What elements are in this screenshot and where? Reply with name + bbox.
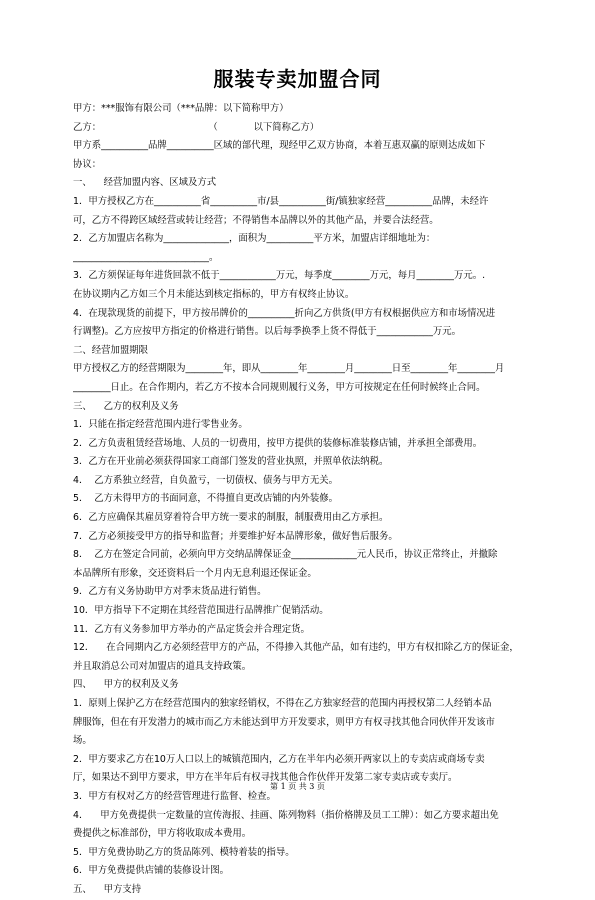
text-line: 5． 乙方未得甲方的书面同意，不得擅自更改店铺的内外装修。 <box>73 493 339 505</box>
text-line: 行调整)。乙方应按甲方指定的价格进行销售。以后每季换季上货不得低于____________万元。 <box>73 326 462 338</box>
text-line: 本品牌所有形象，交还资料后一个月内无息利退还保证金。 <box>73 567 317 579</box>
text-line: 2．乙方加盟店名称为______________，面积为__________平方米，加盟店详细地址为： <box>73 233 436 245</box>
text-line: 厅，如果达不到甲方要求，甲方在半年后有权寻找其他合作伙伴开发第二家专卖店或专卖厅。 <box>73 772 458 784</box>
text-line: 三、 乙方的权利及义务 <box>73 400 179 412</box>
text-line: 费提供之标准部份，甲方将收取成本费用。 <box>73 828 252 840</box>
text-line: 6．乙方应确保其雇员穿着符合甲方统一要求的制服，制服费用由乙方承担。 <box>73 512 389 524</box>
text-line: 甲方授权乙方的经营期限为________年，即从________年________月________日至________年________月 <box>73 363 505 375</box>
text-line: 2．甲方要求乙方在10万人口以上的城镇范围内，乙方在半年内必须开两家以上的专卖店或商场专卖 <box>73 753 485 765</box>
text-line: 2．乙方负责租赁经营场地、人员的一切费用，按甲方提供的装修标准装修店铺，并承担全部费用。 <box>73 437 483 449</box>
text-line: 4．在现款现货的前提下，甲方按吊牌价的__________折向乙方供货(甲方有权根据供应方和市场情况进 <box>73 307 496 319</box>
text-line: 在协议期内乙方如三个月未能达到核定指标的，甲方有权终止协议。 <box>73 288 355 300</box>
text-line: 五、 甲方支持 <box>73 883 142 895</box>
document-title: 服装专卖加盟合同 <box>213 67 382 91</box>
text-line: 乙方： （ 以下简称乙方） <box>73 121 320 133</box>
text-line: 并且取消总公司对加盟店的道具支持政策。 <box>73 660 252 672</box>
text-line: 3．乙方在开业前必须获得国家工商部门签发的营业执照，并照单依法纳税。 <box>73 456 389 468</box>
text-line: 1．只能在指定经营范围内进行零售业务。 <box>73 419 248 431</box>
text-line: 10．甲方指导下不定期在其经营范围进行品牌推广促销活动。 <box>73 605 329 617</box>
text-line: 甲方系__________品牌__________区域的部代理，现经甲乙双方协商，本着互惠双赢的原则达成如下 <box>73 140 486 152</box>
text-line: 场。 <box>73 735 92 747</box>
text-line: 7．乙方必须接受甲方的指导和监督；并要维护好本品牌形象，做好售后服务。 <box>73 530 398 542</box>
text-line: 牌服饰，但在有开发潜力的城市而乙方未能达到甲方开发要求，则甲方有权寻找其他合同伙伴开发该市 <box>73 716 495 728</box>
text-line: 甲方：***服饰有限公司（***品牌：以下简称甲方） <box>73 103 289 114</box>
text-line: 8． 乙方在签定合同前，必须向甲方交纳品牌保证金______________元人民币，协议正常终止，并撤除 <box>73 549 498 561</box>
text-line: 1．甲方授权乙方在__________省__________市/县__________街/镇独家经营__________品牌，未经许 <box>73 195 489 207</box>
text-line: 4． 甲方免费提供一定数量的宣传海报、挂画、陈列物料（指价格牌及员工工牌）：如乙方要求超出免 <box>73 809 499 821</box>
text-line: 二、经营加盟期限 <box>73 344 149 356</box>
text-line: 1．原则上保护乙方在经营范围内的独家经销权，不得在乙方独家经营的范围内再授权第二人经销本品 <box>73 698 492 709</box>
text-line: 6．甲方免费提供店铺的装修设计图。 <box>73 865 229 877</box>
text-line: 可，乙方不得跨区域经营或转让经营；不得销售本品牌以外的其他产品，并要合法经营。 <box>73 214 439 226</box>
text-line: 11．乙方有义务参加甲方举办的产品定货会并合理定货。 <box>73 623 310 635</box>
text-line: 4． 乙方系独立经营，自负盈亏，一切债权、债务与甲方无关。 <box>73 474 339 486</box>
contract-body <box>73 100 543 900</box>
text-line: 一、 经营加盟内容、区域及方式 <box>73 177 217 189</box>
text-line: ________日止。在合作期内，若乙方不按本合同规则履行义务，甲方可按规定在任何时候终止合同。 <box>73 381 486 393</box>
text-line: 四、 甲方的权利及义务 <box>73 679 179 691</box>
page-footer: 第 1 页 共 3 页 <box>270 782 325 791</box>
text-line: 5．甲方免费协助乙方的货品陈列、模特着装的指导。 <box>73 846 295 858</box>
text-line: 9．乙方有义务协助甲方对季末货品进行销售。 <box>73 586 267 598</box>
text-line: _____________________________。 <box>73 251 219 263</box>
text-line: 3．甲方有权对乙方的经营管理进行监督、检查。 <box>73 790 276 802</box>
text-line: 协议： <box>73 158 102 170</box>
text-line: 12． 在合同期内乙方必须经营甲方的产品，不得掺入其他产品，如有违约，甲方有权扣除乙方的保证金， <box>73 642 519 654</box>
text-line: 3．乙方须保证每年进货回款不低于____________万元，每季度________万元，每月________万元。. <box>73 270 486 282</box>
